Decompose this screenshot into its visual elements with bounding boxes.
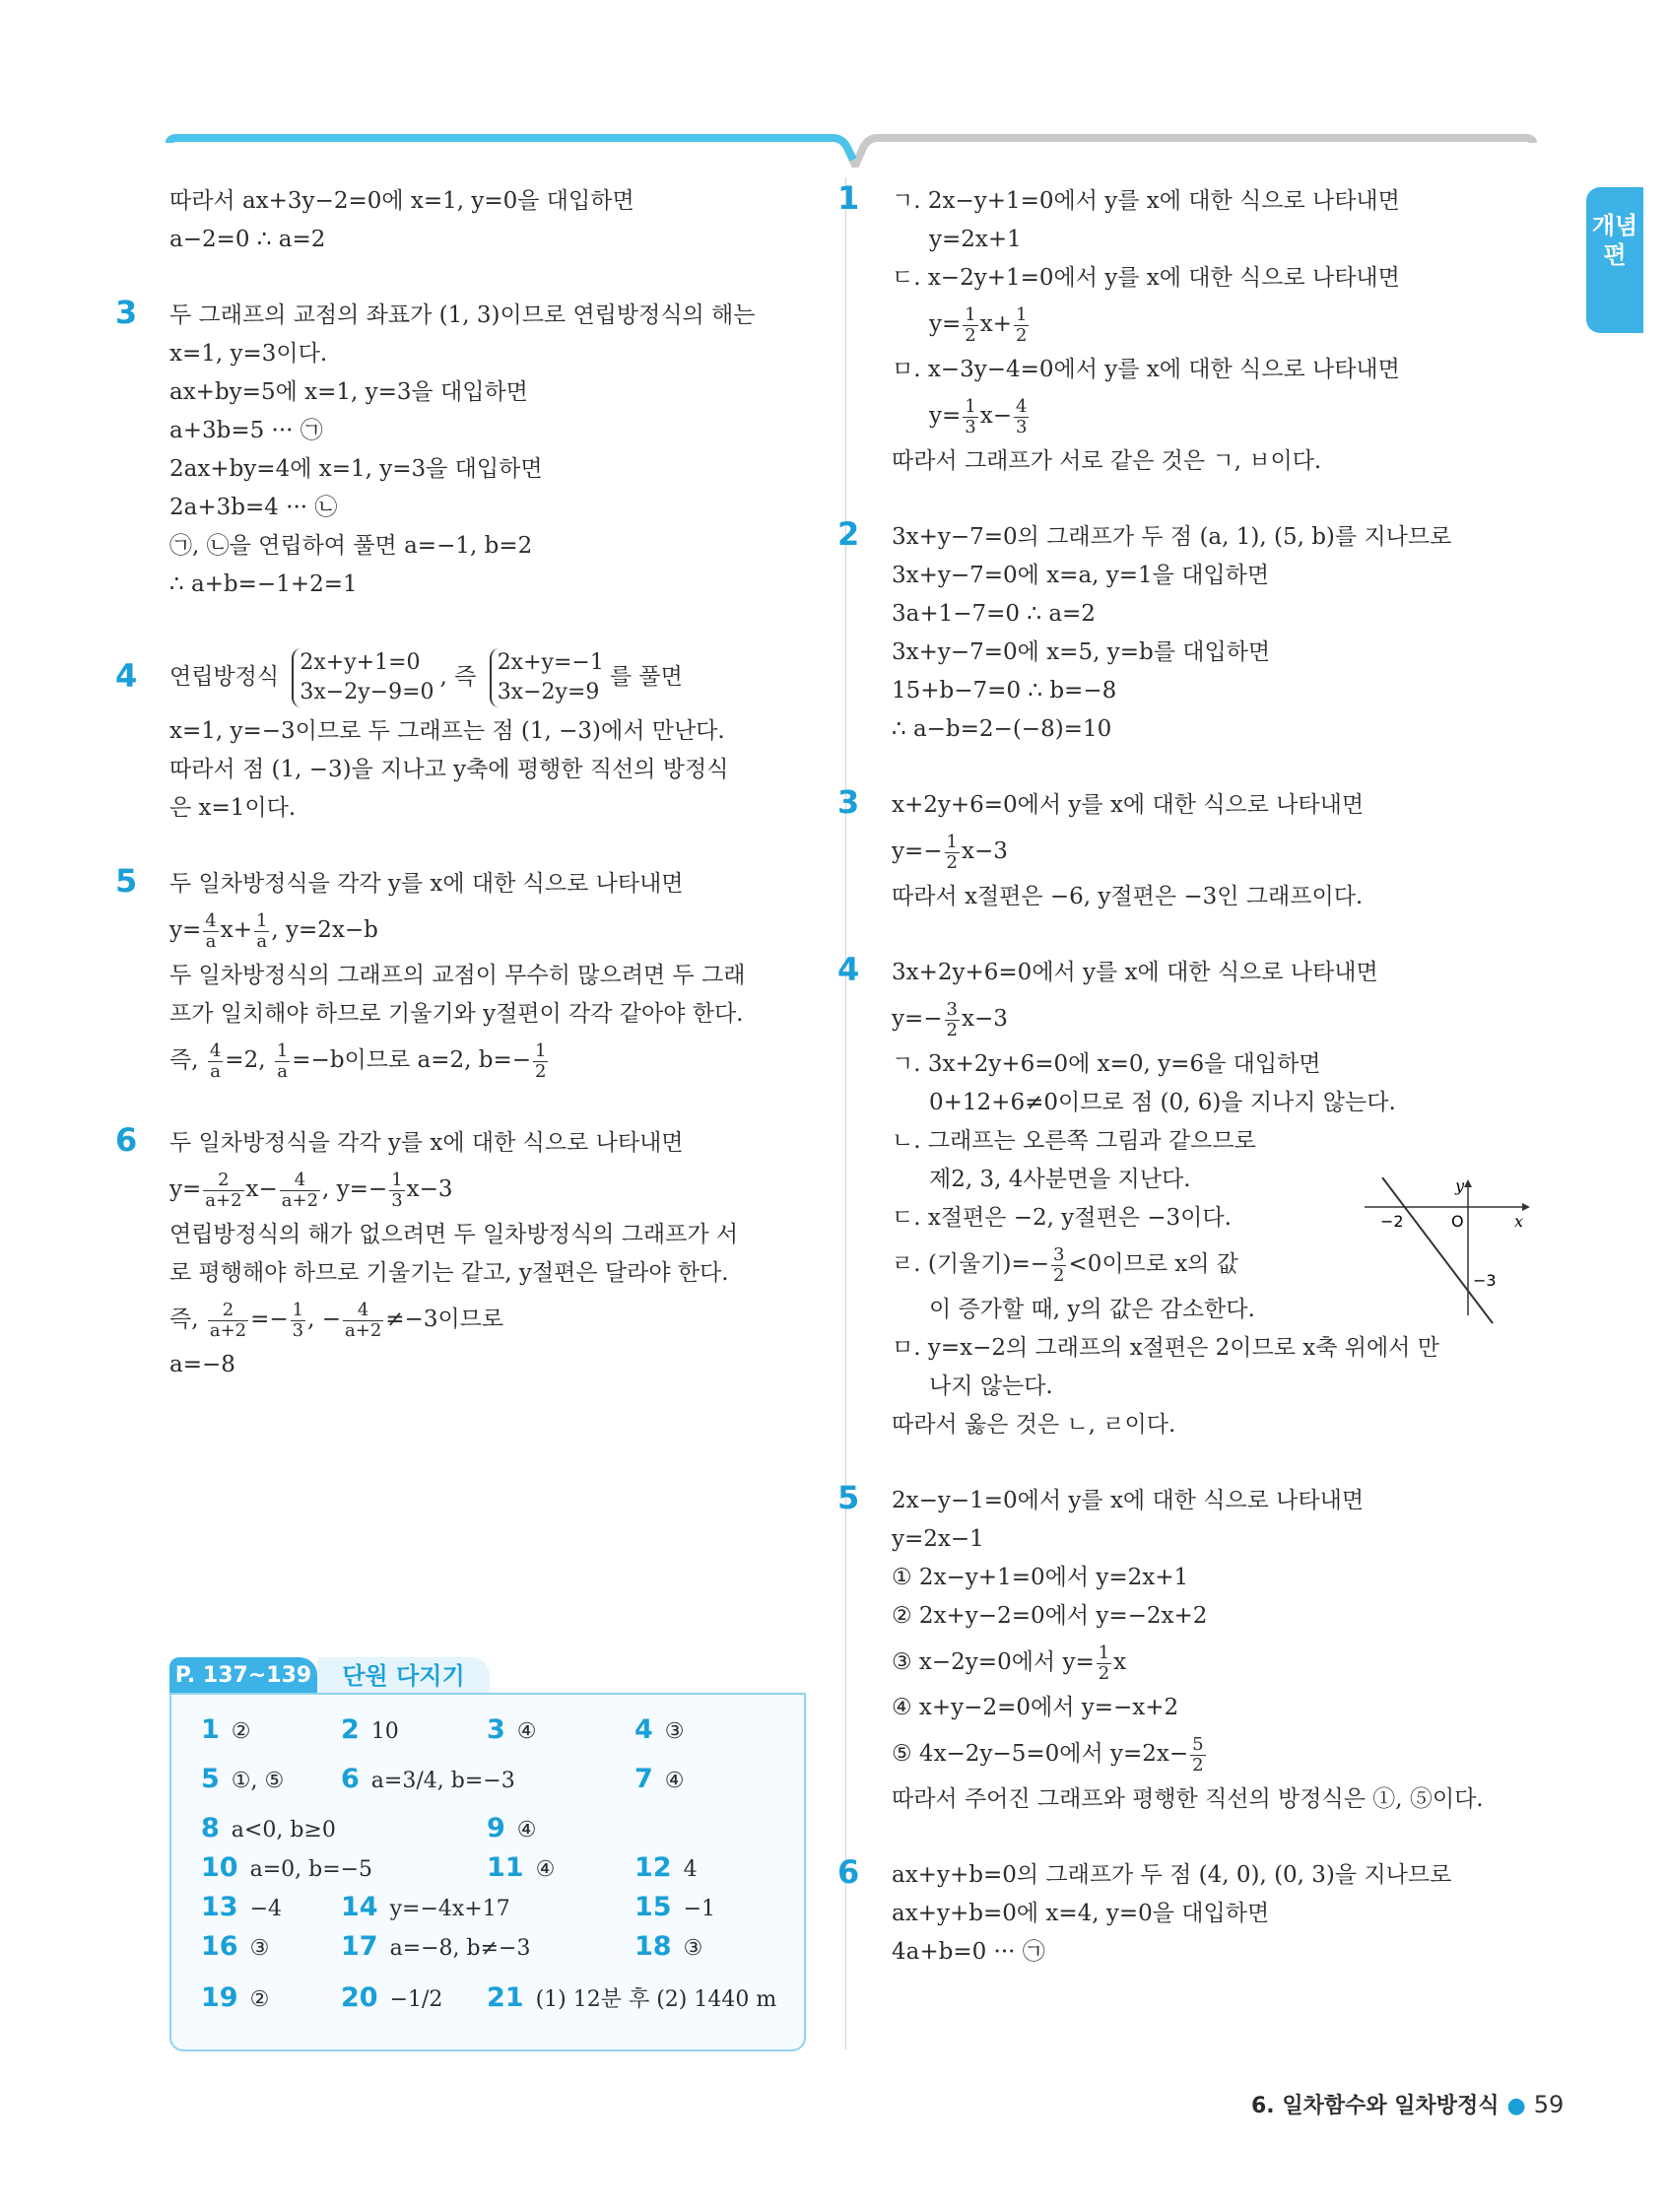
numerator: 4 [205, 909, 217, 931]
fraction [203, 911, 218, 952]
fraction [1190, 1735, 1205, 1776]
text-line: ax+y+b=0의 그래프가 두 점 (4, 0), (0, 3)을 지나므로 [892, 1862, 1452, 1888]
answers-title: 단원 다지기 [317, 1657, 490, 1695]
answer-item [487, 1714, 537, 1745]
fraction [945, 1000, 960, 1040]
equation-system [292, 648, 434, 707]
answers-page-range: P. 137~139 [169, 1657, 317, 1695]
numerator: 1 [965, 303, 976, 325]
fraction [203, 1171, 243, 1211]
fraction [389, 1171, 404, 1211]
page-footer [1251, 2089, 1564, 2119]
problem-5 [837, 1479, 1532, 1819]
denominator: 3 [965, 416, 976, 437]
text-line: 따라서 x절편은 −6, y절편은 −3인 그래프이다. [892, 884, 1364, 909]
answer-value: 10 [370, 1719, 399, 1744]
numerator: 1 [1015, 303, 1028, 325]
answer-item [341, 1982, 442, 2013]
equation: 3x−2y=9 [497, 680, 600, 704]
answer-value: 4 [683, 1857, 698, 1882]
text-line: a+3b=5 ··· ㉠ [169, 418, 323, 443]
numerator: 1 [255, 909, 268, 931]
fraction [963, 397, 977, 437]
graph-line [1382, 1177, 1493, 1323]
answer-item [634, 1852, 698, 1883]
text-line: 두 일차방정식을 각각 y를 x에 대한 식으로 나타내면 [169, 1130, 684, 1156]
text: x−3 [406, 1176, 453, 1202]
fraction [208, 1301, 248, 1341]
numerator: 4 [1015, 395, 1028, 417]
text-line: 3x+2y+6=0에서 y를 x에 대한 식으로 나타내면 [892, 960, 1378, 985]
denominator: 2 [946, 1019, 958, 1040]
denominator: 3 [292, 1319, 304, 1341]
text-line: 15+b−7=0 ∴ b=−8 [892, 678, 1117, 704]
equation-line [892, 298, 1532, 351]
fraction [1014, 397, 1029, 437]
fraction [275, 1041, 290, 1082]
equation-line [892, 992, 1532, 1045]
text-line: 따라서 점 (1, −3)을 지나고 y축에 평행한 직선의 방정식 [169, 757, 729, 782]
text-line: ∴ a−b=2−(−8)=10 [892, 716, 1112, 742]
denominator: a+2 [205, 1189, 242, 1211]
fraction [1051, 1245, 1066, 1286]
text-line: ④ x+y−2=0에서 y=−x+2 [892, 1695, 1179, 1720]
text: , y=− [322, 1176, 388, 1202]
answer-number: 7 [634, 1764, 653, 1794]
answers-box [169, 1693, 806, 2051]
y-intercept-label: −3 [1473, 1271, 1497, 1290]
text: =− [250, 1307, 289, 1332]
equation-line [892, 389, 1532, 442]
text: y=− [892, 1006, 943, 1032]
left-continuation [169, 182, 820, 259]
text-line: a−2=0 ∴ a=2 [169, 227, 326, 252]
text-line: 두 일차방정식의 그래프의 교점이 무수히 많으려면 두 그래 [169, 963, 746, 988]
answer-number: 13 [201, 1892, 238, 1922]
text: ⑤ 4x−2y−5=0에서 y=2x− [892, 1741, 1189, 1767]
problem-3 [115, 294, 820, 604]
text-line: ㉠, ㉡을 연립하여 풀면 a=−1, b=2 [169, 533, 533, 559]
answer-value: a=0, b=−5 [249, 1857, 373, 1882]
equation: 2x+y+1=0 [300, 650, 421, 675]
text-line: 나지 않는다. [929, 1374, 1053, 1399]
answer-item [487, 1852, 555, 1883]
answer-value: ④ [516, 1719, 537, 1744]
text-line: 두 그래프의 교점의 좌표가 (1, 3)이므로 연립방정식의 해는 [169, 302, 756, 328]
text-line: a=−8 [169, 1352, 235, 1377]
answer-number: 4 [634, 1714, 653, 1745]
text-line: 4a+b=0 ··· ㉠ [892, 1939, 1045, 1965]
numerator: 1 [965, 395, 976, 417]
answer-number: 18 [634, 1931, 672, 1962]
answer-value: ② [249, 1987, 270, 2012]
answer-value: (1) 12분 후 (2) 1440 m [535, 1987, 777, 2012]
text-line: 2x−y−1=0에서 y를 x에 대한 식으로 나타내면 [892, 1488, 1365, 1513]
text: y= [929, 403, 962, 429]
numerator: 1 [276, 1039, 289, 1061]
text-line: ① 2x−y+1=0에서 y=2x+1 [892, 1565, 1189, 1590]
text-line: 두 일차방정식을 각각 y를 x에 대한 식으로 나타내면 [169, 871, 684, 897]
denominator: 2 [946, 851, 958, 873]
answer-number: 16 [201, 1931, 238, 1962]
fraction [208, 1041, 223, 1082]
line-graph [1365, 1177, 1532, 1325]
numerator: 4 [343, 1301, 383, 1321]
answer-value: y=−4x+17 [389, 1897, 510, 1921]
text-line: 3x+y−7=0에 x=a, y=1을 대입하면 [892, 563, 1270, 588]
denominator: a+2 [209, 1319, 247, 1341]
text-line: 따라서 옳은 것은 ㄴ, ㄹ이다. [892, 1412, 1176, 1438]
denominator: a+2 [281, 1189, 319, 1211]
answer-item [201, 1852, 372, 1883]
text: <0이므로 x의 값 [1068, 1251, 1239, 1277]
text-line: ㄱ. 2x−y+1=0에서 y를 x에 대한 식으로 나타내면 [892, 188, 1400, 214]
answer-number: 21 [487, 1982, 524, 2013]
text-line: 0+12+6≠0이므로 점 (0, 6)을 지나지 않는다. [929, 1090, 1396, 1115]
text-line: 연립방정식의 해가 없으려면 두 일차방정식의 그래프가 서 [169, 1222, 739, 1247]
denominator: 2 [1098, 1662, 1110, 1684]
text: y= [169, 1176, 202, 1202]
left-column [115, 182, 820, 1422]
equation-line [169, 1293, 820, 1346]
answer-item [201, 1764, 284, 1794]
text-line: ㄷ. x절편은 −2, y절편은 −3이다. [892, 1205, 1232, 1231]
fraction [1097, 1643, 1111, 1684]
numerator: 4 [280, 1171, 320, 1191]
answer-number: 15 [634, 1892, 672, 1922]
text-line: 프가 일치해야 하므로 기울기와 y절편이 각각 같아야 한다. [169, 1001, 744, 1027]
y-axis-label: y [1455, 1177, 1465, 1195]
problem-number: 6 [115, 1121, 138, 1159]
problem-number: 5 [115, 862, 138, 900]
x-intercept-label: −2 [1380, 1212, 1404, 1231]
text-line: 2a+3b=4 ··· ㉡ [169, 495, 338, 520]
answer-item [201, 1813, 336, 1843]
answer-value: −1/2 [389, 1987, 443, 2012]
fraction [254, 911, 269, 952]
x-axis-label: x [1514, 1212, 1524, 1231]
denominator: 2 [965, 324, 976, 346]
numerator: 2 [203, 1171, 243, 1191]
answer-value: ② [231, 1719, 251, 1744]
problem-number: 4 [115, 657, 138, 695]
text-line: y=2x−1 [892, 1526, 984, 1552]
denominator: 2 [1015, 324, 1028, 346]
answer-value: ④ [535, 1857, 556, 1882]
text: ㄹ. (기울기)=− [892, 1251, 1049, 1277]
answer-item [341, 1931, 531, 1962]
bullet-icon: ● [1506, 2094, 1526, 2118]
text: x+ [979, 311, 1012, 337]
problem-number: 6 [837, 1853, 860, 1891]
text: x+ [220, 917, 252, 943]
answer-number: 1 [201, 1714, 220, 1745]
fraction [945, 833, 960, 873]
equation-line [892, 1636, 1532, 1689]
denominator: 2 [1052, 1264, 1065, 1286]
answer-item [341, 1764, 515, 1794]
text-line: 따라서 그래프가 서로 같은 것은 ㄱ, ㅂ이다. [892, 448, 1322, 474]
column-divider [845, 177, 846, 2049]
fraction [280, 1171, 320, 1211]
problem-4 [115, 641, 820, 828]
origin-label: O [1451, 1212, 1464, 1231]
answer-item [341, 1892, 510, 1922]
equation: 3x−2y−9=0 [300, 680, 434, 704]
fraction [291, 1301, 305, 1341]
problem-number: 3 [115, 294, 138, 331]
problem-1 [837, 179, 1532, 481]
denominator: 2 [1192, 1754, 1204, 1776]
text-line: ax+y+b=0에 x=4, y=0을 대입하면 [892, 1901, 1270, 1926]
answer-number: 10 [201, 1852, 238, 1883]
numerator: 1 [946, 831, 958, 852]
numerator: 1 [292, 1299, 304, 1320]
text-line: ㄷ. x−2y+1=0에서 y를 x에 대한 식으로 나타내면 [892, 265, 1400, 291]
equation-system [490, 648, 604, 707]
answer-item [487, 1813, 537, 1843]
answer-value: ③ [249, 1936, 270, 1961]
text: =−b이므로 a=2, b=− [292, 1047, 532, 1073]
text-line: x+2y+6=0에서 y를 x에 대한 식으로 나타내면 [892, 792, 1365, 818]
text-line: ax+by=5에 x=1, y=3을 대입하면 [169, 379, 528, 405]
denominator: a [277, 1060, 288, 1082]
fraction [533, 1041, 548, 1082]
denominator: a [205, 930, 217, 952]
problem-3 [837, 783, 1532, 916]
answer-value: a=3/4, b=−3 [370, 1769, 515, 1793]
text-line: 3x+y−7=0에 x=5, y=b를 대입하면 [892, 639, 1271, 665]
answer-value: −1 [683, 1897, 716, 1921]
answer-item [634, 1892, 715, 1922]
text: x−3 [962, 838, 1008, 864]
denominator: a+2 [345, 1319, 382, 1341]
text: , y=2x−b [271, 917, 378, 943]
text-line: ② 2x+y−2=0에서 y=−2x+2 [892, 1603, 1208, 1629]
equation-line [169, 1163, 820, 1216]
problem-number: 1 [837, 179, 860, 217]
text-line: y=2x+1 [929, 227, 1022, 252]
answer-value: ③ [664, 1719, 685, 1744]
fraction [1014, 305, 1029, 346]
answer-number: 14 [341, 1892, 378, 1922]
text: , − [307, 1307, 342, 1332]
text: 즉, [169, 1047, 206, 1073]
denominator: 3 [1015, 416, 1028, 437]
text: 를 풀면 [609, 664, 683, 690]
text-line: ㄱ. 3x+2y+6=0에 x=0, y=6을 대입하면 [892, 1051, 1321, 1077]
answer-item [487, 1982, 776, 2013]
answer-item [341, 1714, 399, 1745]
denominator: a [210, 1060, 221, 1082]
top-header-bar [0, 0, 1668, 168]
answer-item [201, 1714, 251, 1745]
numerator: 1 [535, 1039, 547, 1061]
equation-line [892, 825, 1532, 878]
text: x− [245, 1176, 278, 1202]
problem-number: 3 [837, 783, 860, 821]
problem-number: 5 [837, 1479, 860, 1516]
text: , 즉 [439, 664, 477, 690]
numerator: 5 [1192, 1733, 1204, 1755]
text: ≠−3이므로 [385, 1307, 504, 1332]
answer-number: 11 [487, 1852, 524, 1883]
text-line: 3a+1−7=0 ∴ a=2 [892, 601, 1096, 627]
answer-value: a=−8, b≠−3 [389, 1936, 531, 1961]
answer-value: −4 [249, 1897, 283, 1921]
x-axis-arrow [1522, 1203, 1530, 1211]
answer-value: a<0, b≥0 [231, 1818, 336, 1843]
text-line: 3x+y−7=0의 그래프가 두 점 (a, 1), (5, b)를 지나므로 [892, 524, 1452, 550]
denominator: a [256, 930, 268, 952]
system-line [169, 641, 820, 712]
text: x− [979, 403, 1012, 429]
text-line: ㅁ. y=x−2의 그래프의 x절편은 2이므로 x축 위에서 만 [892, 1335, 1439, 1361]
text-line: 로 평행해야 하므로 기울기는 같고, y절편은 달라야 한다. [169, 1260, 729, 1286]
answer-item [201, 1982, 269, 2013]
answer-value: ④ [516, 1818, 537, 1843]
numerator: 1 [1098, 1642, 1110, 1663]
answer-number: 3 [487, 1714, 505, 1745]
answer-value: ④ [664, 1769, 685, 1793]
text-line: 제2, 3, 4사분면을 지난다. [929, 1167, 1191, 1192]
text: =2, [225, 1047, 273, 1073]
text: 연립방정식 [169, 664, 280, 690]
text-line: 따라서 주어진 그래프와 평행한 직선의 방정식은 ①, ⑤이다. [892, 1786, 1484, 1812]
answer-number: 20 [341, 1982, 378, 2013]
answer-number: 6 [341, 1764, 360, 1794]
numerator: 3 [1052, 1243, 1065, 1265]
problem-6 [837, 1853, 1532, 1972]
answer-number: 12 [634, 1852, 672, 1883]
text-line: 2ax+by=4에 x=1, y=3을 대입하면 [169, 456, 543, 482]
answer-number: 17 [341, 1931, 378, 1962]
answer-number: 19 [201, 1982, 238, 2013]
text: y= [169, 917, 202, 943]
text: x [1113, 1649, 1127, 1675]
answer-item [634, 1764, 685, 1794]
page-number: 59 [1533, 2091, 1565, 2118]
answer-item [201, 1931, 269, 1962]
problem-number: 4 [837, 951, 860, 988]
text: ③ x−2y=0에서 y= [892, 1649, 1095, 1675]
text-line: x=1, y=−3이므로 두 그래프는 점 (1, −3)에서 만난다. [169, 718, 725, 744]
answer-number: 8 [201, 1813, 220, 1843]
answer-item [634, 1714, 685, 1745]
text-line: 은 x=1이다. [169, 795, 297, 821]
text-line: ∴ a+b=−1+2=1 [169, 571, 358, 597]
answer-number: 2 [341, 1714, 360, 1745]
answer-number: 9 [487, 1813, 505, 1843]
text-line: ㅁ. x−3y−4=0에서 y를 x에 대한 식으로 나타내면 [892, 357, 1400, 382]
text-line: ㄴ. 그래프는 오른쪽 그림과 같으므로 [892, 1128, 1256, 1154]
right-column [837, 179, 1532, 2009]
denominator: 3 [391, 1189, 403, 1211]
text-line: 이 증가할 때, y의 값은 감소한다. [929, 1297, 1255, 1322]
numerator: 2 [208, 1301, 248, 1321]
denominator: 2 [535, 1060, 547, 1082]
numerator: 3 [946, 998, 958, 1020]
text: y=− [892, 838, 943, 864]
text: x−3 [962, 1006, 1008, 1032]
numerator: 4 [209, 1039, 222, 1061]
text-line: x=1, y=3이다. [169, 341, 328, 367]
equation: 2x+y=−1 [497, 650, 604, 675]
answer-number: 5 [201, 1764, 220, 1794]
text-line: 따라서 ax+3y−2=0에 x=1, y=0을 대입하면 [169, 188, 634, 214]
answer-item [201, 1892, 282, 1922]
fraction [963, 305, 977, 346]
chapter-title: 6. 일차함수와 일차방정식 [1251, 2094, 1500, 2118]
problem-6 [115, 1121, 820, 1384]
equation-line [169, 904, 820, 957]
section-tab[interactable]: 개념편 [1586, 187, 1643, 333]
fraction [343, 1301, 383, 1341]
answer-item [634, 1931, 702, 1962]
y-axis-arrow [1464, 1179, 1472, 1187]
answer-value: ①, ⑤ [231, 1769, 285, 1793]
problem-2 [837, 515, 1532, 749]
problem-number: 2 [837, 515, 860, 553]
text: y= [929, 311, 962, 337]
answer-value: ③ [683, 1936, 703, 1961]
equation-line [169, 1034, 820, 1087]
equation-line [892, 1727, 1532, 1780]
text: 즉, [169, 1307, 206, 1332]
numerator: 1 [391, 1169, 403, 1190]
problem-5 [115, 862, 820, 1087]
answers-header [169, 1657, 810, 1697]
